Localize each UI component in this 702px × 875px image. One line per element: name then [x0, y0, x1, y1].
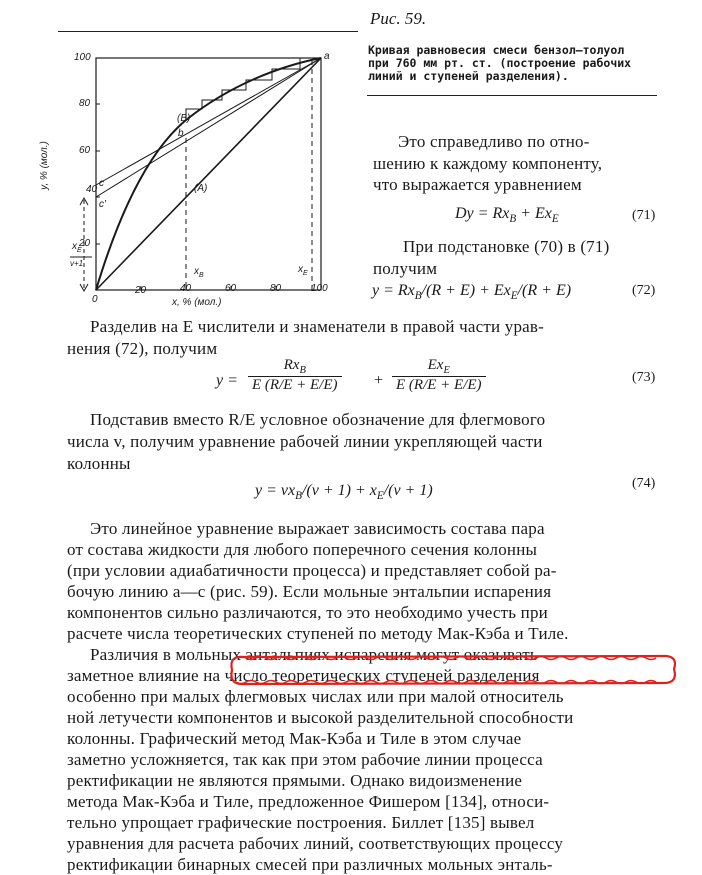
equation-73-fraction-1: $Rx_B$ E (R/E + E/E) [248, 357, 342, 394]
point-label-xE: $x_E$ [298, 264, 308, 277]
paragraph-line: Разделив на E числители и знаменатели в правой части урав- [90, 317, 545, 336]
y-tick-label: 20 [79, 238, 91, 249]
paragraph-line: бочую линию a—c (рис. 59). Если мольные энтальпии испарения [67, 582, 552, 601]
paragraph-line: от состава жидкости для любого поперечного сечения колонны [67, 540, 538, 559]
paragraph-line: Это линейное уравнение выражает зависимость состава пара [90, 519, 545, 538]
point-label-xB: $x_B$ [194, 266, 204, 279]
equation-72-number: (72) [632, 283, 656, 298]
diagonal-line [96, 58, 321, 290]
y-tick-label: 100 [74, 52, 91, 63]
paragraph-line: Это справедливо по отно- [398, 132, 590, 151]
y-tick-label: 60 [79, 145, 91, 156]
highlight-annotation [226, 652, 678, 688]
equation-74-number: (74) [632, 476, 656, 491]
paragraph-line: заметное влияние на число теоретических ступеней разделения [67, 666, 540, 685]
equation-73-plus: + [373, 372, 384, 389]
paragraph-line: (при условии адиабатичности процесса) и представляет собой ра- [67, 561, 557, 580]
paragraph-line: ректификации не являются прямыми. Однако видоизменение [67, 771, 523, 790]
y-tick-label: 80 [79, 98, 91, 109]
y-tick-label: 40 [86, 184, 98, 195]
point-label-A: (A) [194, 183, 208, 194]
figure-caption-line: Кривая равновесия смеси бензол—толуол [368, 43, 625, 57]
paragraph-line: расчете числа теоретических ступеней по методу Мак-Кэба и Тиле. [67, 624, 569, 643]
x-tick-label: 40 [180, 283, 192, 294]
equation-71-number: (71) [632, 208, 656, 223]
figure-caption-title: Рис. 59. [370, 9, 427, 28]
figure-caption-line: линий и ступеней разделения). [368, 69, 569, 83]
x-tick-label: 0 [92, 294, 98, 305]
operating-line-ac-prime [96, 58, 321, 197]
rule-caption [367, 95, 657, 96]
paragraph-line: При подстановке (70) в (71) [403, 237, 610, 256]
point-label-c-prime: c' [99, 199, 106, 210]
paragraph-line: шению к каждому компоненту, [373, 154, 603, 173]
equation-74: $y = vx_B/(v + 1) + x_E/(v + 1)$ [255, 482, 433, 503]
point-label-B: (B) [177, 113, 191, 124]
point-label-a: a [324, 51, 330, 62]
paragraph-line: колонны [67, 454, 131, 473]
equation-73-number: (73) [632, 370, 656, 385]
x-tick-label: 20 [135, 285, 147, 296]
paragraph-line: что выражается уравнением [373, 175, 582, 194]
equation-73-fraction-2: $Ex_E$ E (R/E + E/E) [392, 357, 486, 394]
point-label-c: c [99, 178, 104, 189]
x-axis-label: x, % (мол.) [172, 297, 222, 308]
paragraph-line: метода Мак-Кэба и Тиле, предложенное Фишером [134], относи- [67, 792, 550, 811]
intercept-label-bottom: v+1 [70, 259, 84, 268]
paragraph-line: Подставив вместо R/E условное обозначение для флегмового [90, 410, 546, 429]
intercept-label-top: $x_E$ [72, 241, 82, 254]
paragraph-line: ной летучести компонентов и высокой разделительной способности [67, 708, 574, 727]
paragraph-line: заметно усложняется, так как при этом рабочие линии процесса [67, 750, 543, 769]
figure-caption-line: при 760 мм рт. ст. (построение рабочих [368, 56, 632, 70]
paragraph-line: числа v, получим уравнение рабочей линии укрепляющей части [67, 432, 543, 451]
paragraph-line: компонентов сильно различаются, то это необходимо учесть при [67, 603, 548, 622]
y-axis-label: y, % (мол.) [38, 141, 50, 190]
paragraph-line: особенно при малых флегмовых числах или при малой относитель [67, 687, 564, 706]
equation-71: $Dy = Rx_B + Ex_E$ [455, 205, 559, 226]
paragraph-line: тельно упрощает графические построения. Биллет [135] вывел [67, 813, 535, 832]
operating-line-ac [96, 58, 321, 185]
step-construction [186, 58, 321, 118]
x-tick-label: 60 [225, 283, 237, 294]
equation-73-lhs: y = [216, 372, 238, 389]
equation-72: $y = Rx_B/(R + E) + Ex_E/(R + E)$ [372, 282, 572, 303]
paragraph-line: получим [373, 259, 438, 278]
paragraph-line: уравнения для расчета рабочих линий, соответствующих процессу [67, 834, 564, 853]
point-label-b: b [178, 128, 184, 139]
x-tick-label: 100 [311, 283, 328, 294]
paragraph-line: ректификации бинарных смесей при различных мольных энталь- [67, 855, 553, 874]
paragraph-line: колонны. Графический метод Мак-Кэба и Тиле в этом случае [67, 729, 522, 748]
x-tick-label: 80 [270, 283, 282, 294]
paragraph-line: нения (72), получим [67, 339, 218, 358]
paragraph-line: Различия в мольных энтальпиях испарения могут оказывать [90, 645, 538, 664]
